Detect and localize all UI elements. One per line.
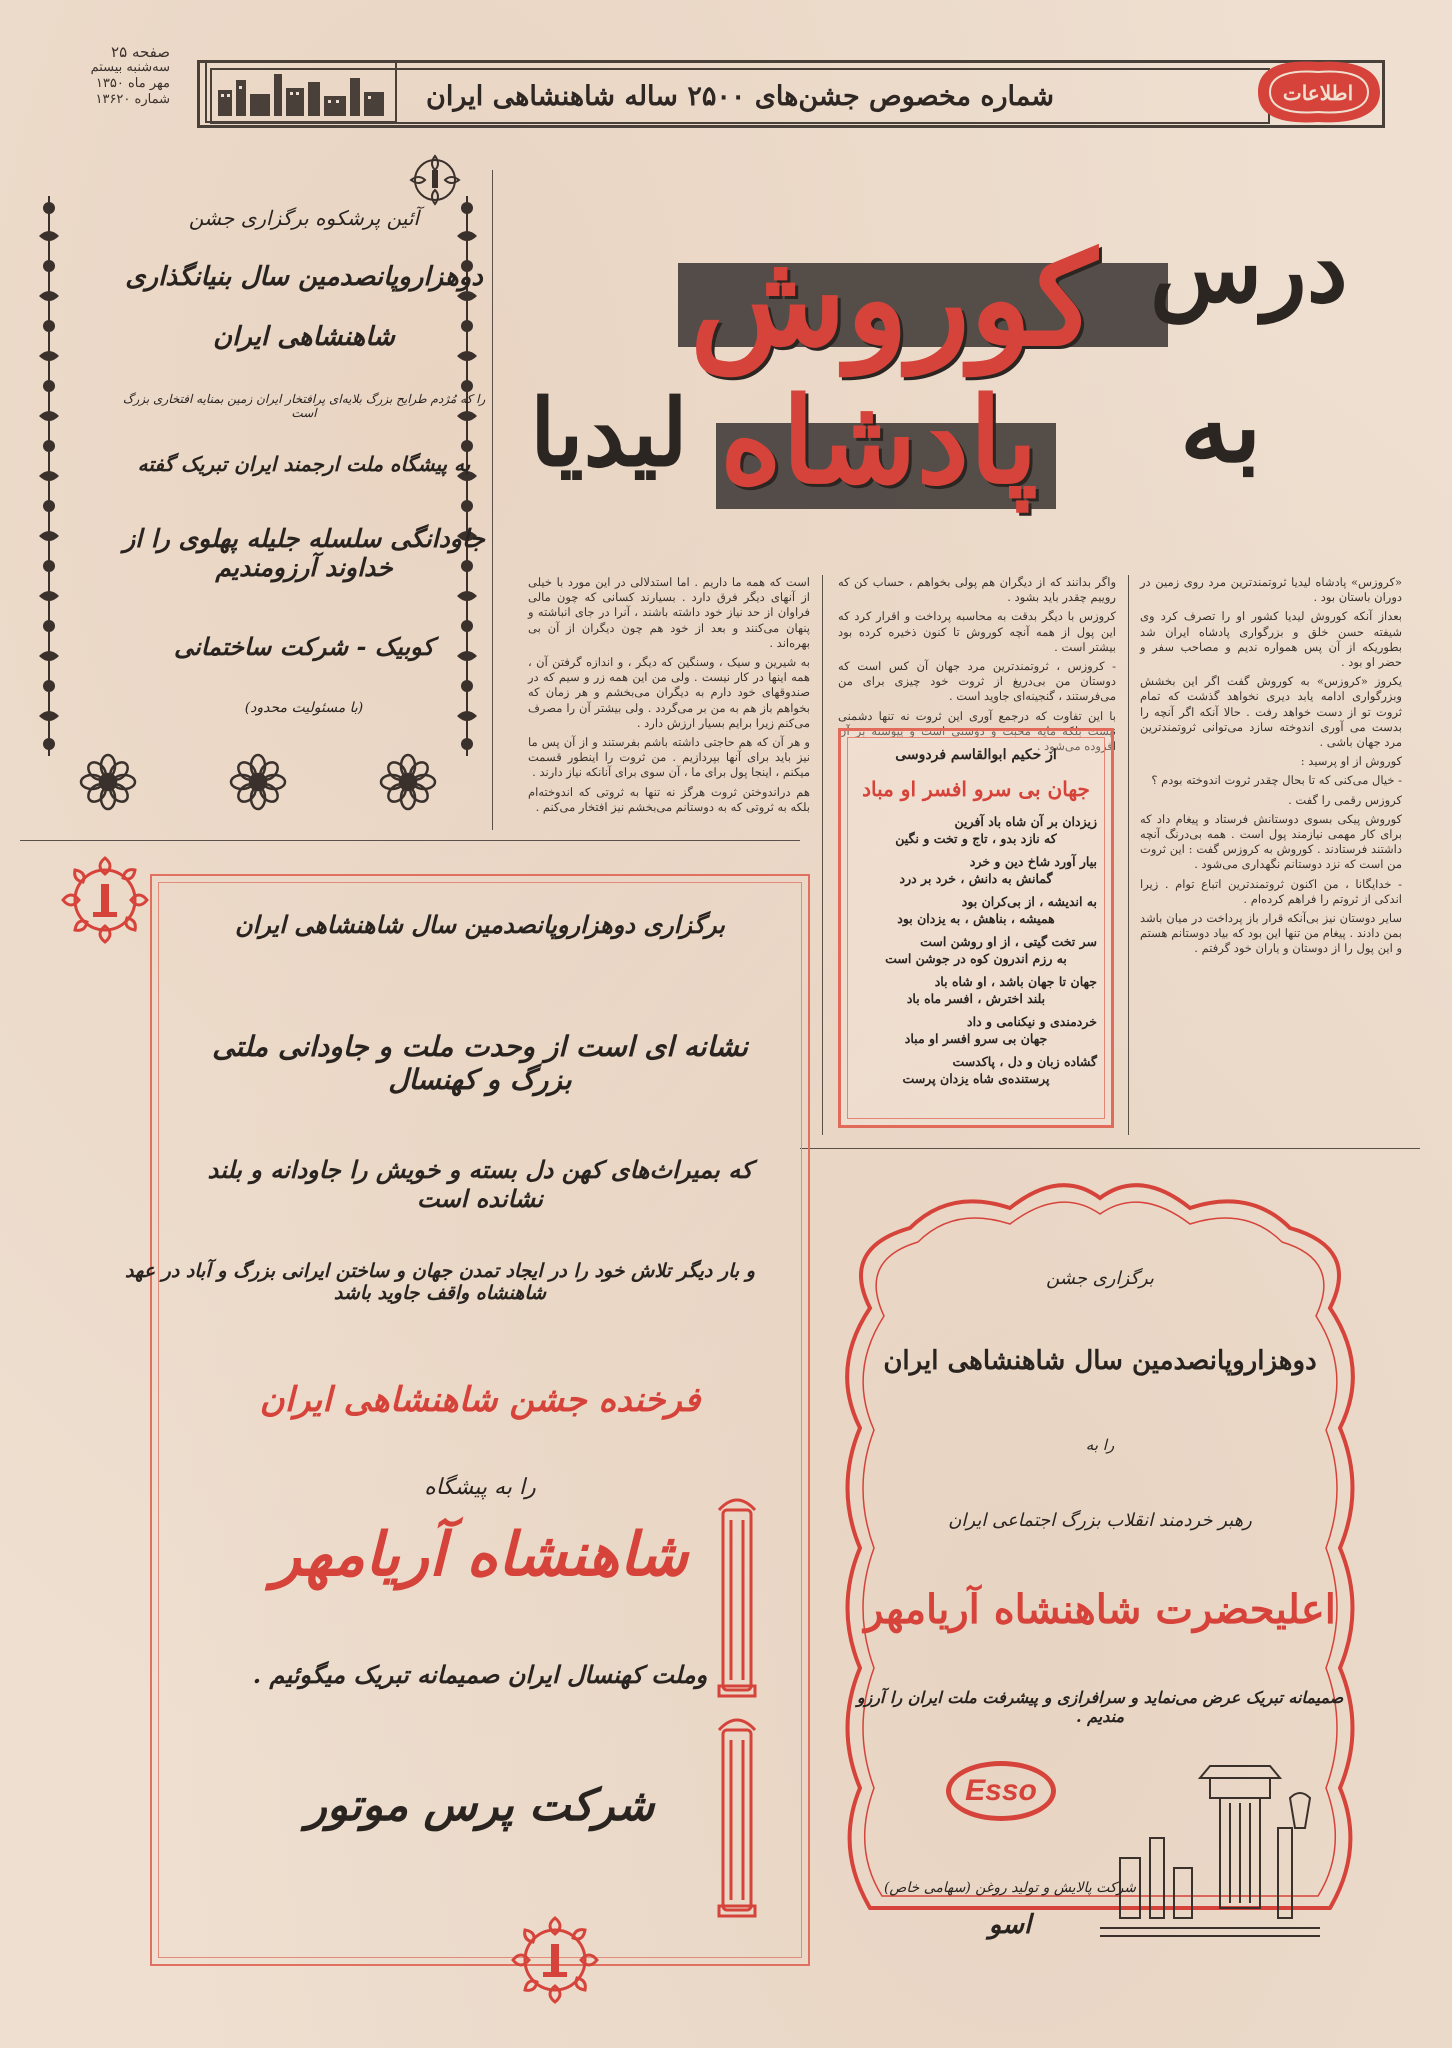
article-paragraph: کروزس با دیگر بدقت به محاسبه پرداخت و اقرار کرد که این پول از همه آنچه کوروش تا کنون ذخیره کرده بود بیشتر است . (838, 609, 1116, 654)
ad-kobik-company: کوبیک - شرکت ساختمانی (174, 632, 434, 661)
ad-esso-line6: صمیمانه تبریک عرض می‌نماید و سرافرازی و پیشرفت ملت ایران را آرزو مندیم . (856, 1688, 1344, 1726)
article-paragraph: «کروزس» پادشاه لیدیا ثروتمندترین مرد روی زمین در دوران باستان بود . (1140, 575, 1402, 605)
ad-pars-line7: شاهنشاه آریامهر (272, 1520, 688, 1590)
poem-line: سر تخت گیتی ، از او روشن است (920, 934, 1097, 949)
headline-word-kourosh: کوروش (690, 225, 1097, 375)
poem-line: به اندیشه ، از بی‌کران بود (961, 894, 1097, 909)
ad-pars-line4: و بار دیگر تلاش خود را در ایجاد تمدن جهان و ساختن ایرانی بزرگ و آباد در عهد شاهنشاه واقف جاوید باشد (125, 1260, 755, 1304)
article-paragraph: است که همه ما داریم . اما استدلالی در این مورد با خیلی از آنهای دیگر فرق دارد . بسیارند کسانی که چون مالی فراوان از حد نیاز خود داشته باشند ، آنرا در جای انباشته و پنهان می‌کنند و بعد از خود هم چون دیگران از آن بی بهره‌اند . (528, 575, 810, 650)
article-paragraph: هم دراندوختن ثروت هرگز نه تنها به ثروتی که اندوخته‌ام بلکه به ثروتی که به دوستانم می‌بخشم نیز افتخار می‌کنم . (528, 784, 810, 814)
poem-author: از حکیم ابوالقاسم فردوسی (895, 747, 1057, 763)
logo-text: اطلاعات (1282, 81, 1354, 105)
article-column-1 (1140, 575, 1402, 1105)
ad-kobik-line3: شاهنشاهی ایران (213, 322, 395, 352)
poem-line: که نازد بدو ، تاج و تخت و نگین (895, 831, 1057, 846)
article-paragraph: و هر آن که هم حاجتی داشته باشم بفرستند و از آن پس ما نیز باید برای آنها بپردازیم . من ثروت را اینطور قسمت میکنم ، اینجا پول برای ما ، آن سوی برای آنانکه نیاز دارند . (528, 735, 810, 780)
ad-pars-line3: که بمیراث‌های کهن دل بسته و خویش را جاودانه و بلند نشانده است (207, 1155, 753, 1213)
ad-esso (800, 1168, 1400, 2008)
poem-line: پرستنده‌ی شاه یزدان پرست (902, 1071, 1050, 1086)
column-divider (822, 575, 823, 1135)
ad-pars-motor (55, 850, 760, 2000)
article-paragraph: - کروزس ، ثروتمندترین مرد جهان آن کس است که دوستان من بی‌دریغ از ثروت خود چیزی برای من می‌فرستند ، گنجینه‌ای جاوید است . (838, 659, 1116, 704)
ad-pars-company: شرکت پرس موتور (305, 1780, 655, 1831)
ad-esso-company: اسو (988, 1910, 1032, 1940)
header-title: شماره مخصوص جشن‌های ۲۵۰۰ ساله شاهنشاهی ایران (210, 68, 1270, 124)
esso-logo: Esso (946, 1761, 1056, 1821)
ad-esso-line4: رهبر خردمند انقلاب بزرگ اجتماعی ایران (948, 1510, 1252, 1531)
poem-line: گمانش به دانش ، خرد بر درد (899, 871, 1053, 886)
poem-line: جهان تا جهان باشد ، او شاه باد (934, 974, 1097, 989)
ad-kobik-line4: را که مُژدم طرایح بزرگ بلایه‌ای پرافتخار ایران زمین بمنایه افتخاری بزرگ است (122, 392, 486, 420)
headline-word-lydia: لیدیا (530, 379, 688, 487)
ad-kobik-line6: جاودانگی سلسله جلیله پهلوی را از خداوند آرزومندیم (123, 524, 485, 582)
folio (40, 44, 170, 108)
newspaper-logo-icon (1248, 54, 1388, 130)
article-paragraph: بعداز آنکه کوروش لیدیا کشور او را تصرف کرد وی شیفته حسن خلق و بزرگواری پادشاه ایران شد بطوریکه از آن پس همواره ندیم و مصاحب سفر و حضر او بود . (1140, 609, 1402, 670)
poem-line: جهان بی سرو افسر او مباد (904, 1031, 1048, 1046)
ad-kobik-line1: آئین پرشکوه برگزاری جشن (188, 206, 420, 230)
article-paragraph: - خدایگانا ، من اکنون ثروتمندترین اتباع توام . زیرا اندکی از ثروتم را فراهم کرده‌ام . (1140, 876, 1402, 906)
folio-date: سه‌شنبه بیستم (90, 60, 170, 75)
emblem-icon (407, 152, 463, 208)
ad-kobik-company-note: (با مسئولیت محدود) (244, 700, 364, 716)
poem-line: بلند اخترش ، افسر ماه باد (906, 991, 1046, 1006)
ad-esso-company-note: شرکت پالایش و تولید روغن (سهامی خاص) (883, 1880, 1137, 1896)
poem-title: جهان بی سرو افسر او مباد (862, 777, 1090, 801)
scalloped-emblem-icon (55, 850, 155, 950)
article-paragraph: واگر بدانند که از دیگران هم پولی بخواهم ، حساب کن که روییم چقدر باید بشود . (838, 575, 1116, 605)
ad-pars-line1: برگزاری دوهزاروپانصدمین سال شاهنشاهی ایران (235, 910, 725, 939)
ad-kobik-line5: به پیشگاه ملت ارجمند ایران تبریک گفته (137, 452, 471, 476)
article-paragraph: کوروش از او پرسید : (1300, 754, 1402, 769)
article-paragraph: با این تفاوت که درجمع آوری این ثروت نه تنها دشمنی نیست بلکه مایه محبت و دوستی است و پیوسته بر آن افزوده می‌شود . (838, 708, 1116, 754)
ad-esso-line2: دوهزاروپانصدمین سال شاهنشاهی ایران (883, 1346, 1317, 1376)
headline-word-padeshah: پادشاه (720, 371, 1038, 510)
column-divider (492, 170, 493, 830)
ad-kobik-line2: دوهزاروپانصدمین سال بنیانگذاری (125, 262, 483, 292)
article-paragraph: به شیرین و سیک ، وسنگین که دیگر ، و اندازه گرفتن آن ، همه اینها در کار نیست . ولی من این همه زر و سیم که در صندوقهای خود دارم به دیگران می‌بخشم و هر زمان که بخواهم باز هم به من بر می‌گردد . ولی بیشتر آن را مصرف می‌کنم زیرا برایم بسیار ارزش دارد . (528, 655, 810, 730)
folio-page: صفحه ۲۵ (111, 43, 170, 61)
ad-pars-line8: وملت کهنسال ایران صمیمانه تبریک میگوئیم . (252, 1660, 708, 1689)
headline (530, 175, 1400, 575)
poem-line: گشاده زبان و دل ، پاکدست (952, 1054, 1097, 1069)
ad-pars-line6: را به پیشگاه (424, 1475, 536, 1500)
article-column-3 (528, 575, 810, 825)
poem-line: به رزم اندرون کوه در جوشن است (885, 951, 1067, 966)
poem-line: خردمندی و نیکنامی و داد (967, 1014, 1097, 1029)
section-divider (20, 840, 800, 841)
article-paragraph: کروزس رقمی را گفت . (1288, 792, 1402, 807)
article-paragraph: کوروش پیکی بسوی دوستانش فرستاد و پیغام داد که برای کار مهمی نیازمند پول است . همه بی‌درنگ آنچه داشتند فرستادند . کوروش به کروزس گفت : این ثروت من است که نزد دوستانم نگهداری می‌شود . (1140, 811, 1402, 872)
scalloped-emblem-icon (505, 1910, 605, 2010)
poem-line: زیزدان بر آن شاه باد آفرین (954, 814, 1097, 829)
rosette-icon (78, 752, 438, 812)
ad-esso-line1: برگزاری جشن (1046, 1268, 1154, 1289)
border-ornament-icon (32, 196, 66, 756)
ad-esso-line5: اعلیحضرت شاهنشاه آریامهر (864, 1586, 1336, 1633)
poem-line: بیار آورد شاخ دین و خرد (969, 854, 1097, 869)
article-paragraph: - خیال می‌کنی که تا بحال چقدر ثروت اندوخته بودم ؟ (1151, 773, 1402, 788)
headline-word-be: به (1180, 367, 1262, 485)
headline-word-dars: درس (1150, 215, 1348, 323)
ad-esso-line3: را به (1085, 1436, 1115, 1454)
article-paragraph: یکروز «کروزس» به کوروش گفت اگر این بخشش وبزرگواری ادامه یابد دیری نخواهد گذشت که تمام ثروت تو از دست خواهد رفت . حالا آنکه اگر آنچه را بدست می آوری اندوخته سازد می‌توانی ثروتمندترین مرد جهان باشی . (1140, 674, 1402, 750)
folio-month: مهر ماه ۱۳۵۰ (95, 76, 170, 91)
poem-line: همیشه ، بناهش ، به یزدان بود (897, 911, 1055, 926)
ad-kobik (32, 152, 502, 792)
column-divider (1128, 575, 1129, 1135)
section-divider (800, 1148, 1420, 1149)
poem-box (838, 728, 1114, 1128)
ad-pars-line5: فرخنده جشن شاهنشاهی ایران (259, 1380, 701, 1420)
article-column-2 (838, 575, 1116, 754)
ad-pars-line2: نشانه ای است از وحدت ملت و جاودانی ملتی بزرگ و کهنسال (212, 1030, 748, 1096)
article-paragraph: سایر دوستان نیز بی‌آنکه قرار باز پرداخت در میان باشد بمن دادند . پیغام من تنها این بود که بیاد دوستانم هستم و این پول را از دوستان و یاران خود گرفتم . (1140, 911, 1402, 956)
folio-issue: شماره ۱۳۶۲۰ (95, 92, 170, 107)
